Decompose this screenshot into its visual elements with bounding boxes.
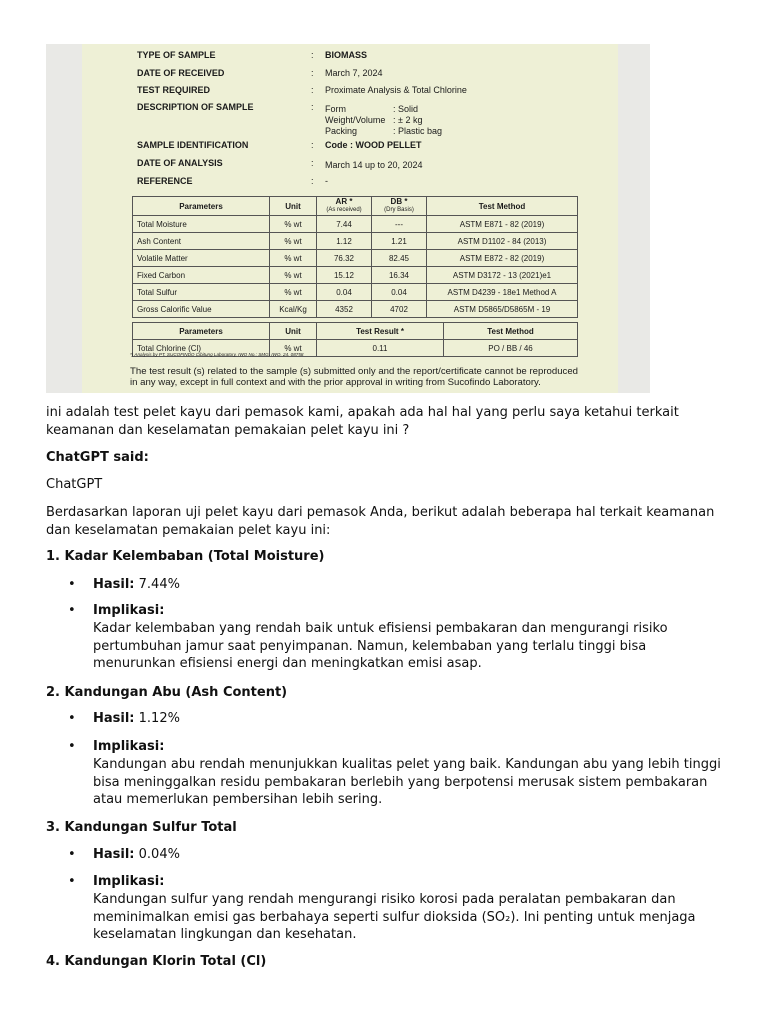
bullet-icon: • (68, 603, 76, 618)
implikasi-text: Kadar kelembaban yang rendah baik untuk efisiensi pembakaran dan mengurangi risiko pertumbuhan jamur saat penyimpanan. Namun, kelembaban yang terlalu tinggi bisa menurunkan efisiensi energi dan meningkatkan emisi asap. (93, 621, 668, 671)
hasil-value: 7.44% (134, 577, 180, 592)
db-cell: 1.21 (372, 233, 427, 250)
th-db-label: DB * (390, 197, 408, 206)
unit-cell: % wt (270, 250, 317, 267)
db-cell: --- (372, 216, 427, 233)
hasil-label: Hasil: (93, 577, 135, 592)
ar-cell: 15.12 (317, 267, 372, 284)
table-row (133, 233, 578, 250)
hasil-value: 0.04% (134, 847, 180, 862)
param-cell: Total Moisture (133, 216, 270, 233)
reference-value: - (325, 176, 328, 186)
colon: : (311, 158, 314, 168)
th-test-method: Test Method (427, 197, 578, 216)
th-test-result: Test Result * (317, 323, 444, 340)
date-of-analysis-label: DATE OF ANALYSIS (137, 158, 223, 168)
section-heading: 2. Kandungan Abu (Ash Content) (46, 685, 288, 700)
bullet-icon: • (68, 847, 76, 862)
type-of-sample-label: TYPE OF SAMPLE (137, 50, 216, 60)
bullet-icon: • (68, 577, 76, 592)
param-cell: Gross Calorific Value (133, 301, 270, 318)
hasil-label: Hasil: (93, 847, 135, 862)
colon: : (311, 102, 314, 112)
implikasi-label: Implikasi: (93, 739, 165, 754)
implikasi-label: Implikasi: (93, 874, 165, 889)
ar-cell: 4352 (317, 301, 372, 318)
th-parameters: Parameters (133, 197, 270, 216)
test-required-label: TEST REQUIRED (137, 85, 211, 95)
ar-cell: 0.04 (317, 284, 372, 301)
colon: : (311, 85, 314, 95)
param-cell: Fixed Carbon (133, 267, 270, 284)
hasil-item (93, 710, 723, 728)
method-cell: ASTM D1102 - 84 (2013) (427, 233, 578, 250)
sample-identification-label: SAMPLE IDENTIFICATION (137, 140, 249, 150)
date-received-value: March 7, 2024 (325, 68, 383, 78)
date-of-analysis-value: March 14 up to 20, 2024 (325, 160, 423, 170)
unit-cell: % wt (270, 233, 317, 250)
ar-cell: 1.12 (317, 233, 372, 250)
th-ar-label: AR * (335, 197, 353, 206)
description-label: DESCRIPTION OF SAMPLE (137, 102, 254, 112)
db-cell: 4702 (372, 301, 427, 318)
chatgpt-name: ChatGPT (46, 477, 103, 492)
ar-cell: 7.44 (317, 216, 372, 233)
table-header-row (133, 323, 578, 340)
table-row (133, 250, 578, 267)
section-heading: 4. Kandungan Klorin Total (Cl) (46, 954, 267, 969)
table-header-row (133, 197, 578, 216)
table-row (133, 284, 578, 301)
method-cell: ASTM E872 - 82 (2019) (427, 250, 578, 267)
th-parameters: Parameters (133, 323, 270, 340)
weight-value: ± 2 kg (398, 115, 423, 125)
bullet-icon: • (68, 711, 76, 726)
chatgpt-said-label: ChatGPT said: (46, 450, 149, 465)
method-cell: ASTM D5865/D5865M - 19 (427, 301, 578, 318)
unit-cell: % wt (270, 267, 317, 284)
hasil-label: Hasil: (93, 711, 135, 726)
hasil-item (93, 576, 723, 594)
report-photo (46, 44, 650, 393)
ar-cell: 76.32 (317, 250, 372, 267)
param-cell: Total Chlorine (Cl) (133, 340, 270, 357)
sample-identification-value: Code : WOOD PELLET (325, 140, 422, 150)
test-required-value: Proximate Analysis & Total Chlorine (325, 85, 467, 95)
form-label: Form (325, 104, 346, 114)
bullet-icon: • (68, 874, 76, 889)
table-row (133, 301, 578, 318)
form-value: Solid (398, 104, 419, 114)
packing-label: Packing (325, 126, 358, 136)
table-row (133, 267, 578, 284)
hasil-value: 1.12% (134, 711, 180, 726)
param-cell: Volatile Matter (133, 250, 270, 267)
type-of-sample-value: BIOMASS (325, 50, 368, 60)
param-cell: Total Sulfur (133, 284, 270, 301)
implikasi-label: Implikasi: (93, 603, 165, 618)
unit-cell: % wt (270, 340, 317, 357)
th-db (372, 197, 427, 216)
section-heading: 1. Kadar Kelembaban (Total Moisture) (46, 549, 325, 564)
report-note: The test result (s) related to the sample (s) submitted only and the report/certificate cannot be reproduced in any way, except in full context and with the prior approval in writing from Sucofindo Laboratory. (130, 366, 578, 388)
packing-value: Plastic bag (398, 126, 443, 136)
db-cell: 0.04 (372, 284, 427, 301)
section-heading: 3. Kandungan Sulfur Total (46, 820, 237, 835)
proximate-table (132, 196, 578, 318)
method-cell: ASTM E871 - 82 (2019) (427, 216, 578, 233)
weight-label: Weight/Volume (325, 115, 386, 125)
th-ar (317, 197, 372, 216)
method-cell: PO / BB / 46 (444, 340, 578, 357)
method-cell: ASTM D3172 - 13 (2021)e1 (427, 267, 578, 284)
answer-intro: Berdasarkan laporan uji pelet kayu dari pemasok Anda, berikut adalah beberapa hal terkait keamanan dan keselamatan pemakaian pelet kayu ini: (46, 505, 715, 538)
implikasi-text: Kandungan abu rendah menunjukkan kualitas pelet yang baik. Kandungan abu yang lebih tinggi bisa meninggalkan residu pembakaran berlebih yang berpotensi merusak sistem pembakaran atau memerlukan pembersihan lebih sering. (93, 757, 721, 807)
hasil-item (93, 846, 723, 864)
bullet-icon: • (68, 739, 76, 754)
db-cell: 16.34 (372, 267, 427, 284)
colon: : (311, 68, 314, 78)
description-details: Form : Solid Weight/Volume : ± 2 kg Packing : Plastic bag (325, 104, 443, 136)
implikasi-text: Kandungan sulfur yang rendah mengurangi risiko korosi pada peralatan pembakaran dan meminimalkan emisi gas berbahaya seperti sulfur dioksida (SO₂). Ini penting untuk menjaga keselamatan lingkungan dan kesehatan. (93, 892, 696, 942)
param-cell: Ash Content (133, 233, 270, 250)
colon: : (311, 176, 314, 186)
report-footnote: *) Analysis by PT. SUCOFINDO Cibitung Laboratory, IWO No.: SMG. IWO. 24. 08758 (130, 352, 304, 357)
th-test-method: Test Method (444, 323, 578, 340)
th-ar-sub: (As received) (326, 207, 362, 213)
th-unit: Unit (270, 197, 317, 216)
unit-cell: % wt (270, 216, 317, 233)
lab-report (82, 44, 618, 393)
th-unit: Unit (270, 323, 317, 340)
user-question: ini adalah test pelet kayu dari pemasok kami, apakah ada hal hal yang perlu saya ketahui terkait keamanan dan keselamatan pemakaian pelet kayu ini ? (46, 405, 679, 438)
table-row (133, 216, 578, 233)
unit-cell: % wt (270, 284, 317, 301)
unit-cell: Kcal/Kg (270, 301, 317, 318)
date-received-label: DATE OF RECEIVED (137, 68, 225, 78)
colon: : (311, 50, 314, 60)
colon: : (311, 140, 314, 150)
reference-label: REFERENCE (137, 176, 193, 186)
method-cell: ASTM D4239 - 18e1 Method A (427, 284, 578, 301)
th-db-sub: (Dry Basis) (384, 207, 414, 213)
result-cell: 0.11 (317, 340, 444, 357)
db-cell: 82.45 (372, 250, 427, 267)
